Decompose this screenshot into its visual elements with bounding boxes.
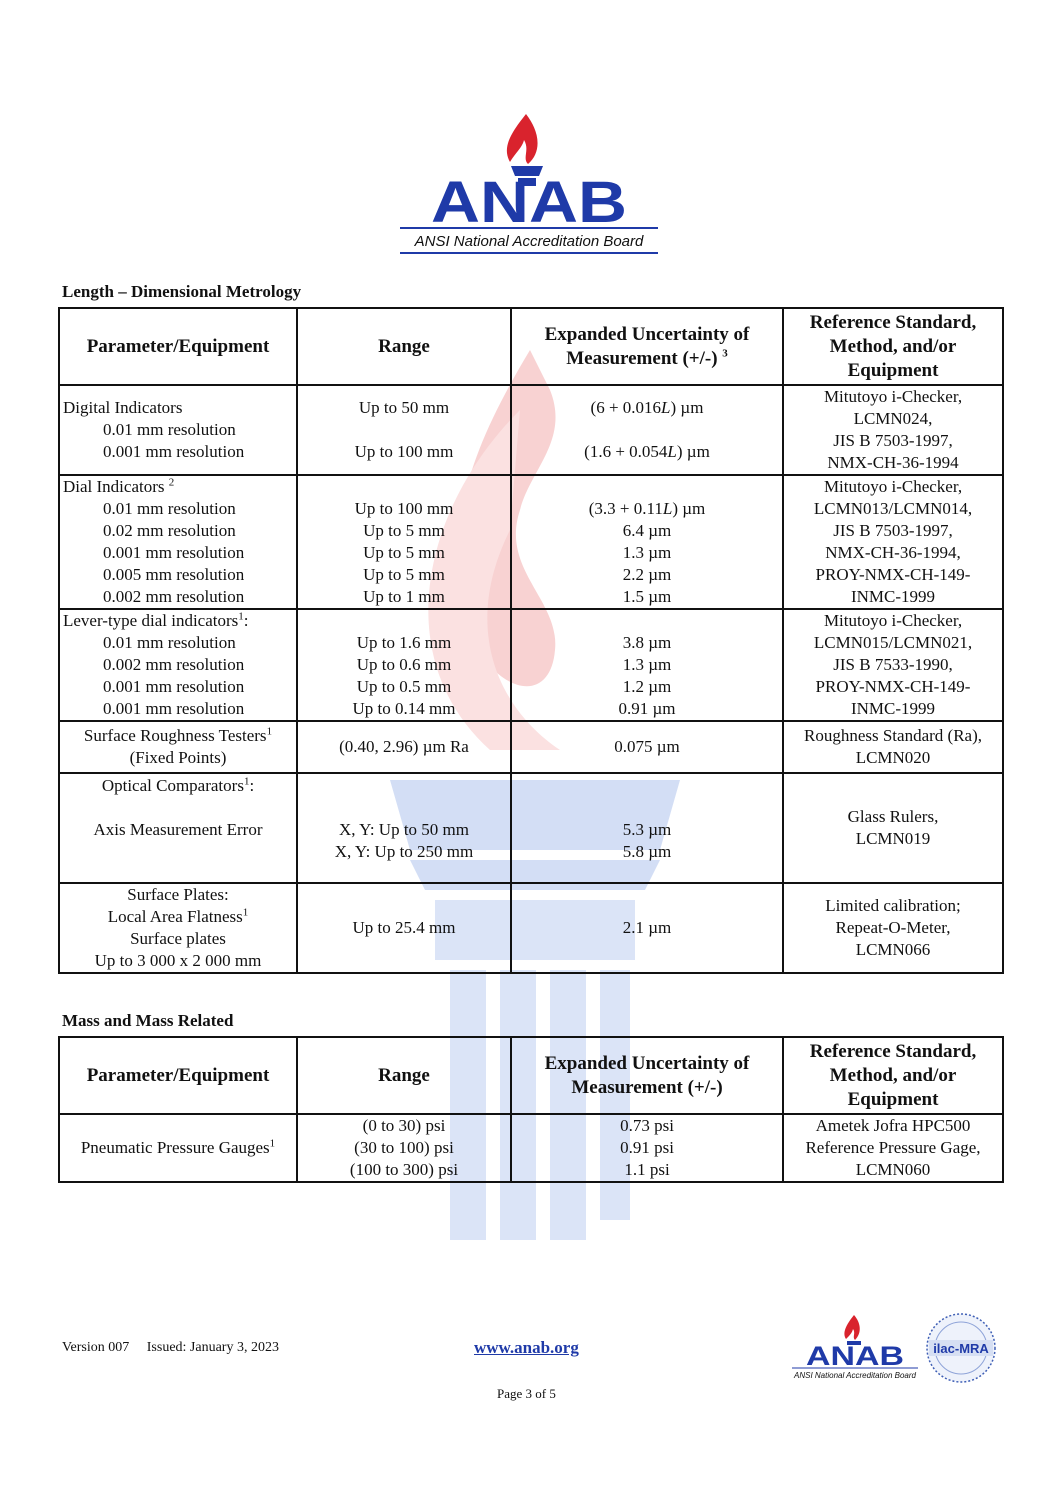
length-section-title: Length – Dimensional Metrology	[62, 282, 302, 301]
param-cell: Pneumatic Pressure Gauges$^1$	[59, 1114, 297, 1182]
uncertainty-cell: 0.73 psi 0.91 psi 1.1 psi	[511, 1114, 783, 1182]
anab-logo	[398, 112, 660, 262]
col-header-uncertainty: Expanded Uncertainty of Measurement (+/-)	[511, 1037, 783, 1114]
table-row	[59, 609, 1003, 721]
ilac-text: ilac-MRA	[933, 1341, 989, 1356]
col-header-reference: Reference Standard, Method, and/or Equipment	[783, 308, 1003, 385]
uncertainty-cell: 2.1 µm	[511, 883, 783, 973]
mass-table	[58, 1036, 1004, 1183]
footer-logo-text: ANAB	[806, 1341, 904, 1371]
col-header-uncertainty: Expanded Uncertainty of Measurement (+/-) $^3$	[511, 308, 783, 385]
anab-logo-text: ANAB	[431, 170, 627, 235]
mass-section-title: Mass and Mass Related	[62, 1011, 234, 1030]
table-row	[59, 385, 1003, 475]
reference-cell: Mitutoyo i-Checker, LCMN015/LCMN021, JIS B 7533-1990, PROY-NMX-CH-149- INMC-1999	[783, 609, 1003, 721]
footer-link[interactable]: www.anab.org	[474, 1338, 579, 1357]
param-cell: Digital Indicators 0.01 mm resolution 0.001 mm resolution	[59, 385, 297, 475]
reference-cell: Roughness Standard (Ra), LCMN020	[783, 721, 1003, 773]
uncertainty-cell: 0.075 µm	[511, 721, 783, 773]
col-header-reference: Reference Standard, Method, and/or Equipment	[783, 1037, 1003, 1114]
param-cell: Surface Roughness Testers$^1$ (Fixed Points)	[59, 721, 297, 773]
table-header-row	[59, 308, 1003, 385]
param-cell: Surface Plates: Local Area Flatness$^1$ Surface plates Up to 3 000 x 2 000 mm	[59, 883, 297, 973]
table-row	[59, 721, 1003, 773]
table-row	[59, 1114, 1003, 1182]
reference-cell: Mitutoyo i-Checker, LCMN024, JIS B 7503-1997, NMX-CH-36-1994	[783, 385, 1003, 475]
col-header-param: Parameter/Equipment	[59, 308, 297, 385]
range-cell: Up to 1.6 mm Up to 0.6 mm Up to 0.5 mm Up to 0.14 mm	[297, 609, 511, 721]
range-cell: Up to 100 mm Up to 5 mm Up to 5 mm Up to 5 mm Up to 1 mm	[297, 475, 511, 609]
footer-version: Version 007 Issued: January 3, 2023	[62, 1340, 279, 1355]
range-cell: Up to 25.4 mm	[297, 883, 511, 973]
footer-anab-logo	[790, 1313, 920, 1383]
range-cell: (0 to 30) psi (30 to 100) psi (100 to 300) psi	[297, 1114, 511, 1182]
reference-cell: Limited calibration; Repeat-O-Meter, LCMN066	[783, 883, 1003, 973]
col-header-range: Range	[297, 308, 511, 385]
range-cell: (0.40, 2.96) µm Ra	[297, 721, 511, 773]
footer-logo-subtitle: ANSI National Accreditation Board	[794, 1371, 916, 1380]
uncertainty-cell: 3.8 µm 1.3 µm 1.2 µm 0.91 µm	[511, 609, 783, 721]
range-cell: X, Y: Up to 50 mm X, Y: Up to 250 mm	[297, 773, 511, 883]
anab-logo-subtitle: ANSI National Accreditation Board	[414, 233, 644, 250]
uncertainty-cell: (6 + 0.016L) µm (1.6 + 0.054L) µm	[511, 385, 783, 475]
table-row	[59, 883, 1003, 973]
param-cell: Optical Comparators$^1$: Axis Measurement Error	[59, 773, 297, 883]
col-header-range: Range	[297, 1037, 511, 1114]
table-row	[59, 773, 1003, 883]
reference-cell: Ametek Jofra HPC500 Reference Pressure Gage, LCMN060	[783, 1114, 1003, 1182]
length-table	[58, 307, 1004, 974]
uncertainty-cell: (3.3 + 0.11L) µm 6.4 µm 1.3 µm 2.2 µm 1.5 µm	[511, 475, 783, 609]
reference-cell: Mitutoyo i-Checker, LCMN013/LCMN014, JIS B 7503-1997, NMX-CH-36-1994, PROY-NMX-CH-149- INMC-1999	[783, 475, 1003, 609]
ilac-mra-logo	[925, 1312, 997, 1384]
page-number: Page 3 of 5	[497, 1386, 556, 1401]
col-header-param: Parameter/Equipment	[59, 1037, 297, 1114]
reference-cell: Glass Rulers, LCMN019	[783, 773, 1003, 883]
uncertainty-cell: 5.3 µm 5.8 µm	[511, 773, 783, 883]
param-cell: Dial Indicators $^2$ 0.01 mm resolution 0.02 mm resolution 0.001 mm resolution 0.005 mm resolution 0.002 mm resolution	[59, 475, 297, 609]
table-header-row	[59, 1037, 1003, 1114]
param-cell: Lever-type dial indicators$^1$: 0.01 mm resolution 0.002 mm resolution 0.001 mm resolution 0.001 mm resolution	[59, 609, 297, 721]
range-cell: Up to 50 mm Up to 100 mm	[297, 385, 511, 475]
table-row	[59, 475, 1003, 609]
